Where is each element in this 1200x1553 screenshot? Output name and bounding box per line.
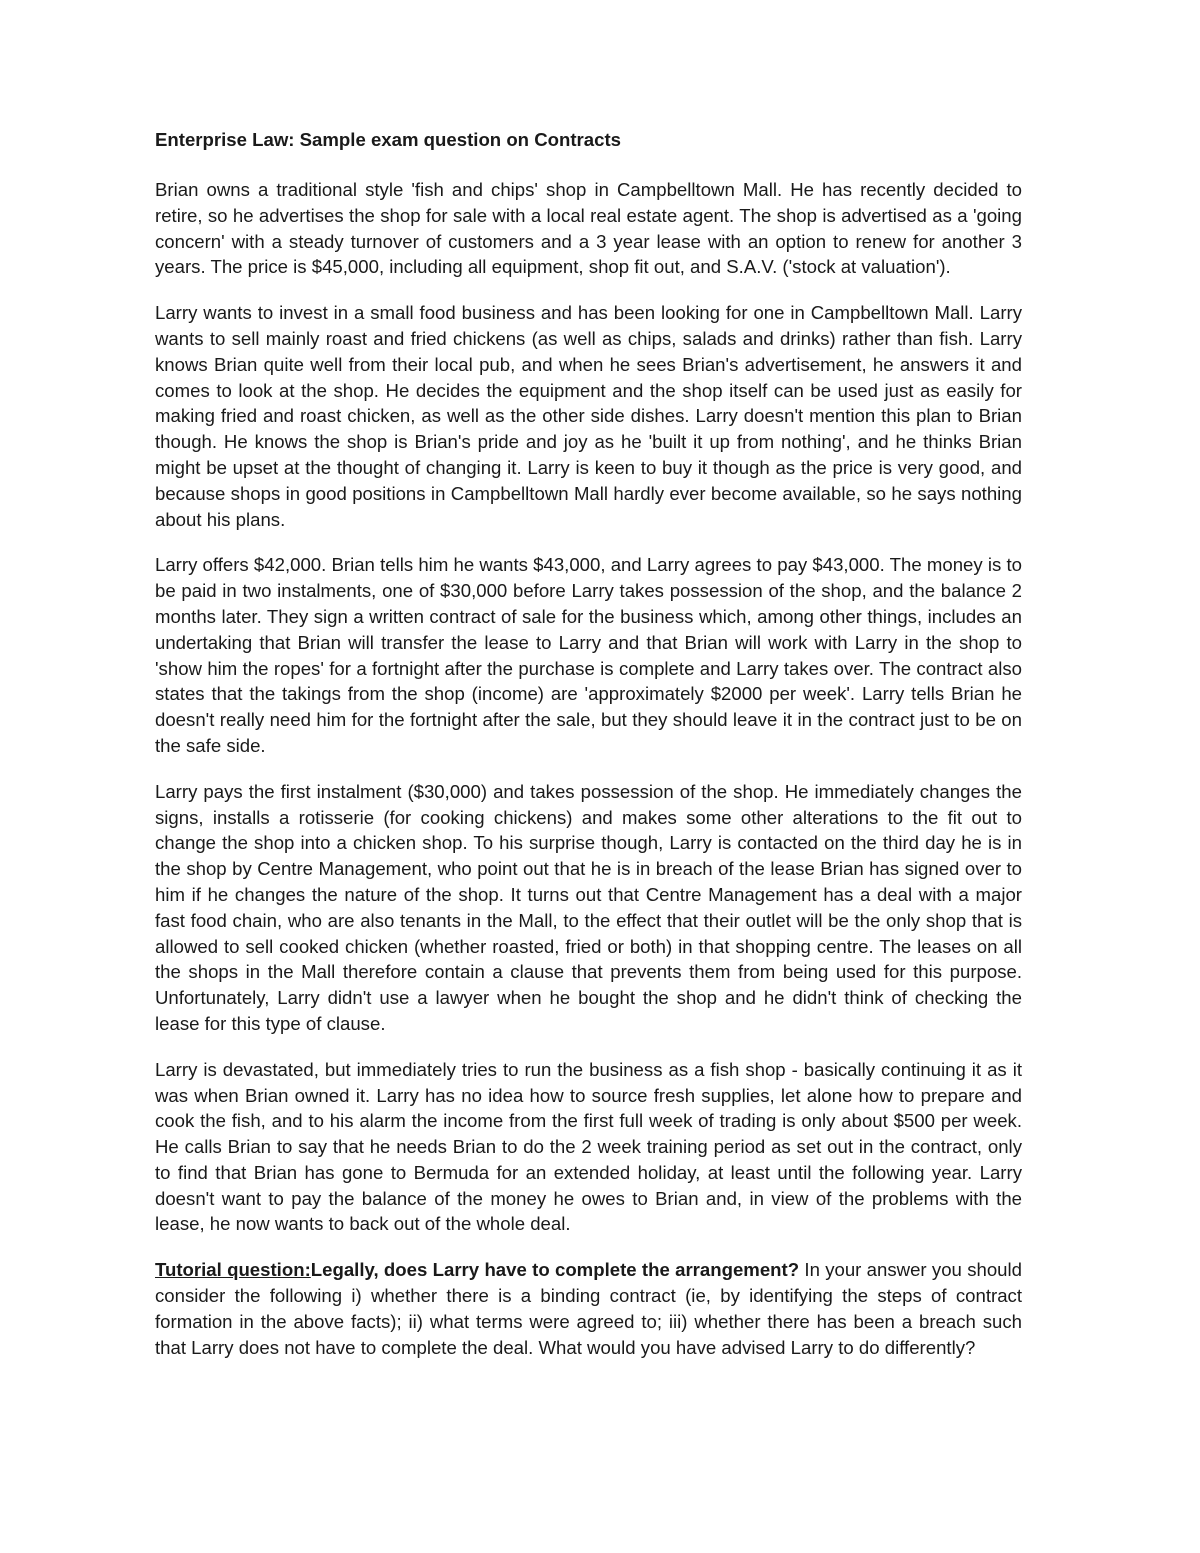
document-title: Enterprise Law: Sample exam question on Contracts: [155, 129, 621, 150]
tutorial-question-body: In your answer you should consider the following i) whether there is a binding contract (ie, by identifying the steps of contract formation in the above facts); ii) what terms were agreed to; iii) whether there has been a breach such that Larry does not have to complete the deal. What would you have advised Larry to do differently?: [155, 1259, 1022, 1358]
tutorial-question-text: Legally, does Larry have to complete the arrangement?: [310, 1259, 800, 1281]
tutorial-question-paragraph: [155, 1257, 1022, 1360]
document-page: [155, 124, 1022, 1380]
paragraph-4: Larry pays the first instalment ($30,000) and takes possession of the shop. He immediately changes the signs, installs a rotisserie (for cooking chickens) and makes some other alterations to the fit out to change the shop into a chicken shop. To his surprise though, Larry is contacted on the third day he is in the shop by Centre Management, who point out that he is in breach of the lease Brian has signed over to him if he changes the nature of the shop. It turns out that Centre Management has a deal with a major fast food chain, who are also tenants in the Mall, to the effect that their outlet will be the only shop that is allowed to sell cooked chicken (whether roasted, fried or both) in that shopping centre. The leases on all the shops in the Mall therefore contain a clause that prevents them from being used for this purpose. Unfortunately, Larry didn't use a lawyer when he bought the shop and he didn't think of checking the lease for this type of clause.: [155, 780, 1022, 1034]
paragraph-5: Larry is devastated, but immediately tries to run the business as a fish shop - basically continuing it as it was when Brian owned it. Larry has no idea how to source fresh supplies, let alone how to prepare and cook the fish, and to his alarm the income from the first full week of trading is only about $500 per week. He calls Brian to say that he needs Brian to do the 2 week training period as set out in the contract, only to find that Brian has gone to Bermuda for an extended holiday, at least until the following year. Larry doesn't want to pay the balance of the money he owes to Brian and, in view of the problems with the lease, he now wants to back out of the whole deal.: [155, 1058, 1022, 1235]
paragraph-2: Larry wants to invest in a small food business and has been looking for one in Campbelltown Mall. Larry wants to sell mainly roast and fried chickens (as well as chips, salads and drinks) rather than fish. Larry knows Brian quite well from their local pub, and when he sees Brian's advertisement, he answers it and comes to look at the shop. He decides the equipment and the shop itself can be used just as easily for making fried and roast chicken, as well as the other side dishes. Larry doesn't mention this plan to Brian though. He knows the shop is Brian's pride and joy as he 'built it up from nothing', and he thinks Brian might be upset at the thought of changing it. Larry is keen to buy it though as the price is very good, and because shops in good positions in Campbelltown Mall hardly ever become available, so he says nothing about his plans.: [155, 302, 1022, 530]
paragraph-1: Brian owns a traditional style 'fish and chips' shop in Campbelltown Mall. He has recently decided to retire, so he advertises the shop for sale with a local real estate agent. The shop is advertised as a 'going concern' with a steady turnover of customers and a 3 year lease with an option to renew for another 3 years. The price is $45,000, including all equipment, shop fit out, and S.A.V. ('stock at valuation').: [155, 179, 1022, 278]
tutorial-question-label: Tutorial question:: [155, 1259, 311, 1281]
paragraph-3: Larry offers $42,000. Brian tells him he wants $43,000, and Larry agrees to pay $43,000. The money is to be paid in two instalments, one of $30,000 before Larry takes possession of the shop, and the balance 2 months later. They sign a written contract of sale for the business which, among other things, includes an undertaking that Brian will transfer the lease to Larry and that Brian will work with Larry in the shop to 'show him the ropes' for a fortnight after the purchase is complete and Larry takes over. The contract also states that the takings from the shop (income) are 'approximately $2000 per week'. Larry tells Brian he doesn't really need him for the fortnight after the sale, but they should leave it in the contract just to be on the safe side.: [155, 554, 1022, 756]
